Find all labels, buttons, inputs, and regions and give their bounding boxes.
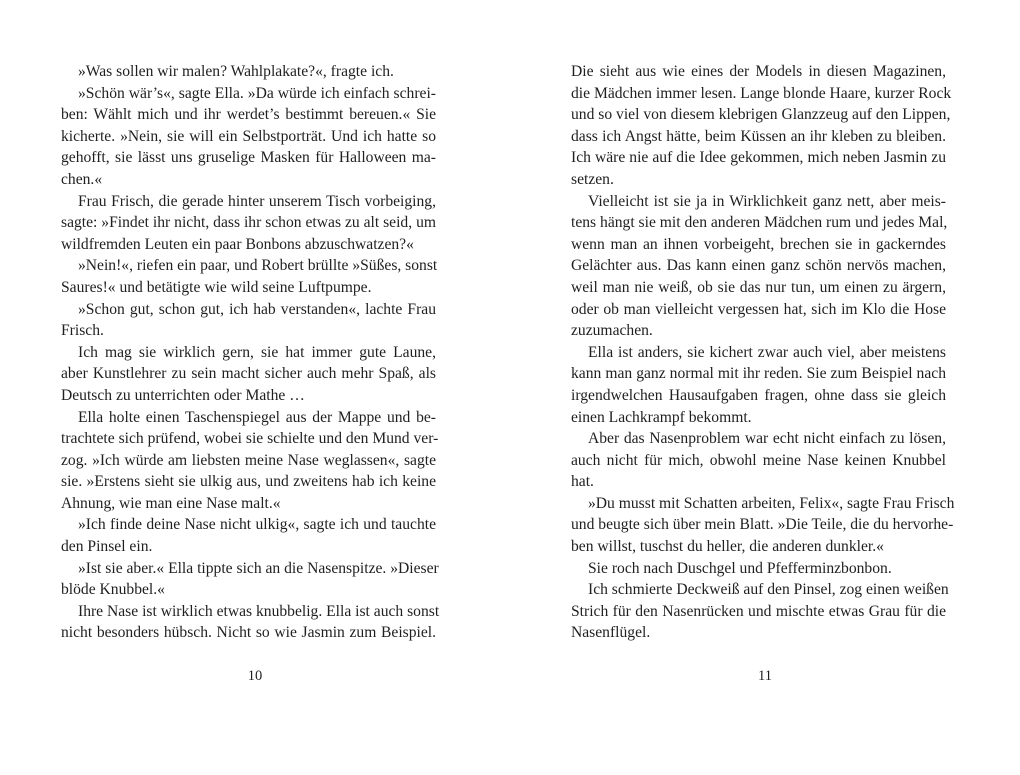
text-line: Frisch. — [61, 322, 104, 340]
text-line: Strich für den Nasenrücken und mischte etwas Grau für die — [571, 602, 946, 620]
text-line: weil man nie weiß, ob sie das nur tun, um einen zu ärgern, — [571, 278, 946, 296]
text-line: oder ob man vielleicht vergessen hat, sich im Klo die Hose — [571, 300, 946, 318]
text-line: Ich schmierte Deckweiß auf den Pinsel, zog einen weißen — [588, 581, 949, 599]
text-line: kann man ganz normal mit ihr reden. Sie zum Beispiel nach — [571, 365, 946, 383]
text-line: ben: Wählt mich und ihr werdet’s bestimmt bereuen.« Sie — [61, 106, 436, 124]
text-line: hat. — [571, 473, 594, 491]
text-line: und so viel von diesem klebrigen Glanzzeug auf den Lippen, — [571, 106, 951, 124]
text-line: Sie roch nach Duschgel und Pfefferminzbonbon. — [588, 559, 892, 577]
text-line: nicht besonders hübsch. Nicht so wie Jasmin zum Beispiel. — [61, 624, 436, 642]
text-line: gehofft, sie lässt uns gruselige Masken für Halloween ma- — [61, 149, 436, 167]
text-line: auch nicht für mich, obwohl meine Nase keinen Knubbel — [571, 451, 946, 469]
text-line: »Nein!«, riefen ein paar, und Robert brüllte »Süßes, sonst — [78, 257, 438, 275]
text-line: kicherte. »Nein, sie will ein Selbstporträt. Und ich hatte so — [61, 127, 436, 145]
text-line: »Schon gut, schon gut, ich hab verstanden«, lachte Frau — [78, 300, 436, 318]
text-line: aber Kunstlehrer zu sein macht sicher auch mehr Spaß, als — [61, 365, 436, 383]
text-line: setzen. — [571, 170, 614, 188]
text-line: Deutsch zu unterrichten oder Mathe … — [61, 386, 305, 404]
text-line: die Mädchen immer lesen. Lange blonde Haare, kurzer Rock — [571, 84, 952, 102]
text-line: den Pinsel ein. — [61, 538, 153, 556]
text-line: blöde Knubbel.« — [61, 581, 165, 599]
text-line: »Ich finde deine Nase nicht ulkig«, sagte ich und tauchte — [78, 516, 436, 534]
left-page — [61, 61, 440, 644]
text-line: Ella holte einen Taschenspiegel aus der Mappe und be- — [78, 408, 436, 426]
text-line: Ahnung, wie man eine Nase malt.« — [61, 494, 281, 512]
text-line: »Was sollen wir malen? Wahlplakate?«, fragte ich. — [78, 63, 394, 80]
text-line: Ihre Nase ist wirklich etwas knubbelig. Ella ist auch sonst — [78, 602, 440, 620]
text-line: Frau Frisch, die gerade hinter unserem Tisch vorbeiging, — [78, 192, 436, 210]
text-line: irgendwelchen Hausaufgaben fragen, ohne dass sie gleich — [571, 386, 946, 404]
text-line: Gelächter aus. Das kann einen ganz schön nervös machen, — [571, 257, 946, 275]
text-line: »Du musst mit Schatten arbeiten, Felix«, sagte Frau Frisch — [588, 494, 955, 512]
page-number-right: 11 — [758, 668, 772, 684]
text-line: wenn man an ihnen vorbeigeht, brechen sie in gackerndes — [571, 235, 946, 253]
text-line: einen Lachkrampf bekommt. — [571, 408, 752, 426]
text-line: Saures!« und betätigte wie wild seine Luftpumpe. — [61, 278, 372, 296]
text-line: zog. »Ich würde am liebsten meine Nase weglassen«, sagte — [61, 451, 436, 469]
text-line: und beugte sich über mein Blatt. »Die Teile, die du hervorhe- — [571, 516, 954, 534]
text-line: Nasenflügel. — [571, 624, 651, 642]
text-line: trachtete sich prüfend, wobei sie schielte und den Mund ver- — [61, 430, 439, 448]
text-line: chen.« — [61, 170, 103, 188]
text-line: ben willst, tuschst du heller, die anderen dunkler.« — [571, 538, 884, 556]
text-line: »Schön wär’s«, sagte Ella. »Da würde ich einfach schrei- — [78, 84, 436, 102]
text-line: Ich wäre nie auf die Idee gekommen, mich neben Jasmin zu — [571, 149, 946, 167]
text-line: wildfremden Leuten ein paar Bonbons abzuschwatzen?« — [61, 235, 414, 253]
text-line: dass ich Angst hätte, beim Küssen an ihr kleben zu bleiben. — [571, 127, 946, 145]
right-page — [571, 61, 955, 644]
text-line: tens hängt sie mit den anderen Mädchen rum und jedes Mal, — [571, 214, 948, 232]
text-line: sie. »Erstens sieht sie ulkig aus, und zweitens hab ich keine — [61, 473, 436, 491]
text-line: Die sieht aus wie eines der Models in diesen Magazinen, — [571, 63, 946, 80]
text-line: sagte: »Findet ihr nicht, dass ihr schon etwas zu alt seid, um — [61, 214, 436, 232]
text-line: Aber das Nasenproblem war echt nicht einfach zu lösen, — [588, 430, 946, 448]
text-line: zuzumachen. — [571, 322, 653, 340]
text-line: »Ist sie aber.« Ella tippte sich an die Nasenspitze. »Dieser — [78, 559, 439, 577]
text-line: Vielleicht ist sie ja in Wirklichkeit ganz nett, aber meis- — [588, 192, 946, 210]
page-number-left: 10 — [247, 668, 263, 684]
text-line: Ella ist anders, sie kichert zwar auch viel, aber meistens — [588, 343, 946, 361]
text-line: Ich mag sie wirklich gern, sie hat immer gute Laune, — [78, 343, 436, 361]
